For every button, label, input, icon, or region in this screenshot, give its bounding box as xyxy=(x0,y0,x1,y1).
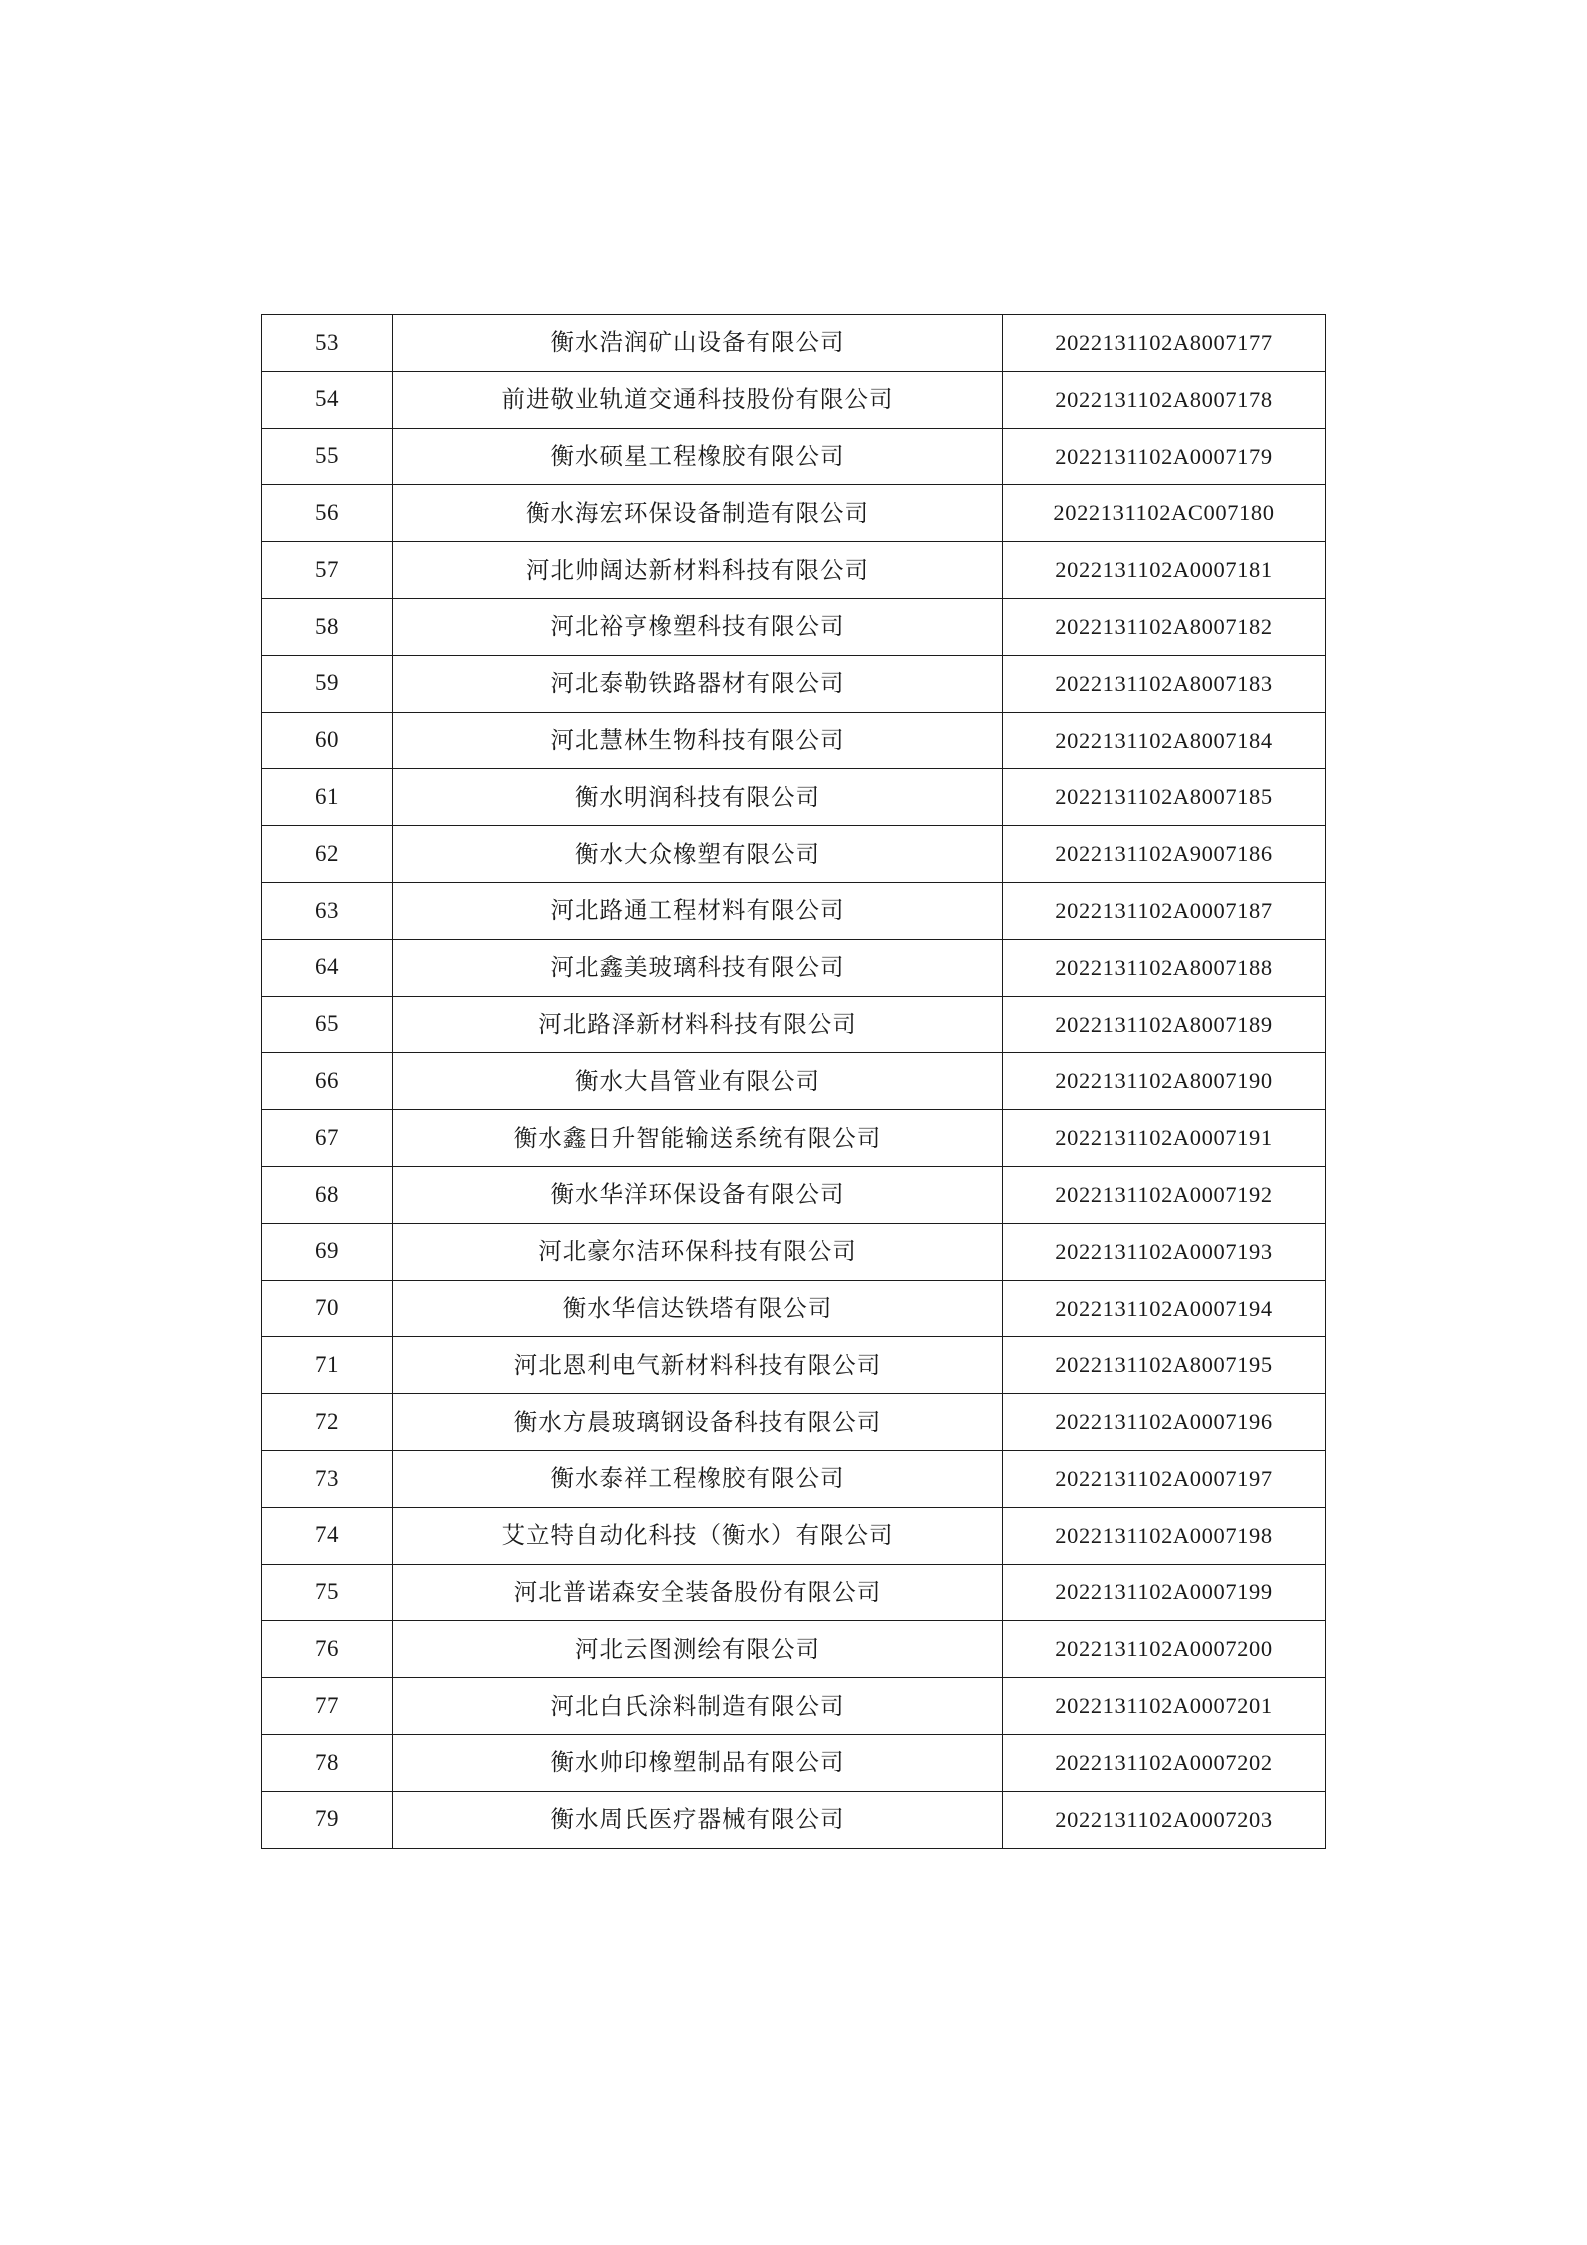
cell-registration-code: 2022131102A0007196 xyxy=(1003,1394,1326,1451)
cell-company-name: 河北帅阔达新材料科技有限公司 xyxy=(393,542,1003,599)
cell-registration-code: 2022131102A0007197 xyxy=(1003,1450,1326,1507)
cell-company-name: 河北慧林生物科技有限公司 xyxy=(393,712,1003,769)
cell-company-name: 河北鑫美玻璃科技有限公司 xyxy=(393,939,1003,996)
cell-company-name: 衡水明润科技有限公司 xyxy=(393,769,1003,826)
cell-registration-code: 2022131102A0007203 xyxy=(1003,1791,1326,1848)
cell-company-name: 衡水泰祥工程橡胶有限公司 xyxy=(393,1450,1003,1507)
cell-index: 63 xyxy=(262,882,393,939)
cell-company-name: 河北恩利电气新材料科技有限公司 xyxy=(393,1337,1003,1394)
cell-registration-code: 2022131102A8007177 xyxy=(1003,315,1326,372)
table-row xyxy=(262,1394,1326,1451)
cell-index: 70 xyxy=(262,1280,393,1337)
table-row xyxy=(262,598,1326,655)
cell-registration-code: 2022131102A0007193 xyxy=(1003,1223,1326,1280)
cell-company-name: 艾立特自动化科技（衡水）有限公司 xyxy=(393,1507,1003,1564)
table-row xyxy=(262,939,1326,996)
cell-index: 55 xyxy=(262,428,393,485)
cell-company-name: 衡水海宏环保设备制造有限公司 xyxy=(393,485,1003,542)
table-row xyxy=(262,996,1326,1053)
cell-company-name: 衡水浩润矿山设备有限公司 xyxy=(393,315,1003,372)
table-row xyxy=(262,1734,1326,1791)
table-row xyxy=(262,769,1326,826)
cell-index: 67 xyxy=(262,1110,393,1167)
cell-company-name: 河北路通工程材料有限公司 xyxy=(393,882,1003,939)
table-row xyxy=(262,1280,1326,1337)
table-row xyxy=(262,485,1326,542)
cell-registration-code: 2022131102A0007192 xyxy=(1003,1166,1326,1223)
table-row xyxy=(262,1337,1326,1394)
cell-index: 61 xyxy=(262,769,393,826)
cell-company-name: 衡水鑫日升智能输送系统有限公司 xyxy=(393,1110,1003,1167)
cell-registration-code: 2022131102A0007200 xyxy=(1003,1621,1326,1678)
cell-company-name: 河北裕亨橡塑科技有限公司 xyxy=(393,598,1003,655)
cell-company-name: 衡水帅印橡塑制品有限公司 xyxy=(393,1734,1003,1791)
cell-index: 54 xyxy=(262,371,393,428)
cell-index: 58 xyxy=(262,598,393,655)
cell-index: 78 xyxy=(262,1734,393,1791)
cell-index: 59 xyxy=(262,655,393,712)
cell-index: 64 xyxy=(262,939,393,996)
cell-index: 72 xyxy=(262,1394,393,1451)
table-row xyxy=(262,826,1326,883)
cell-registration-code: 2022131102A0007201 xyxy=(1003,1678,1326,1735)
cell-company-name: 衡水华洋环保设备有限公司 xyxy=(393,1166,1003,1223)
cell-index: 66 xyxy=(262,1053,393,1110)
table-row xyxy=(262,1507,1326,1564)
cell-registration-code: 2022131102A0007194 xyxy=(1003,1280,1326,1337)
cell-registration-code: 2022131102A0007199 xyxy=(1003,1564,1326,1621)
cell-registration-code: 2022131102A8007182 xyxy=(1003,598,1326,655)
table-row xyxy=(262,371,1326,428)
cell-registration-code: 2022131102A8007178 xyxy=(1003,371,1326,428)
cell-company-name: 河北路泽新材料科技有限公司 xyxy=(393,996,1003,1053)
cell-index: 57 xyxy=(262,542,393,599)
cell-index: 53 xyxy=(262,315,393,372)
cell-company-name: 衡水周氏医疗器械有限公司 xyxy=(393,1791,1003,1848)
cell-index: 69 xyxy=(262,1223,393,1280)
cell-index: 76 xyxy=(262,1621,393,1678)
cell-index: 79 xyxy=(262,1791,393,1848)
cell-registration-code: 2022131102A8007185 xyxy=(1003,769,1326,826)
cell-company-name: 河北普诺森安全装备股份有限公司 xyxy=(393,1564,1003,1621)
cell-registration-code: 2022131102A8007183 xyxy=(1003,655,1326,712)
cell-registration-code: 2022131102AC007180 xyxy=(1003,485,1326,542)
cell-company-name: 衡水大昌管业有限公司 xyxy=(393,1053,1003,1110)
table-row xyxy=(262,712,1326,769)
table-row xyxy=(262,882,1326,939)
table-row xyxy=(262,428,1326,485)
cell-index: 74 xyxy=(262,1507,393,1564)
cell-registration-code: 2022131102A0007191 xyxy=(1003,1110,1326,1167)
cell-registration-code: 2022131102A0007179 xyxy=(1003,428,1326,485)
cell-registration-code: 2022131102A8007189 xyxy=(1003,996,1326,1053)
cell-company-name: 衡水华信达铁塔有限公司 xyxy=(393,1280,1003,1337)
cell-index: 60 xyxy=(262,712,393,769)
table-container xyxy=(261,314,1325,1849)
cell-index: 71 xyxy=(262,1337,393,1394)
table-row xyxy=(262,315,1326,372)
cell-company-name: 河北豪尔洁环保科技有限公司 xyxy=(393,1223,1003,1280)
cell-company-name: 河北白氏涂料制造有限公司 xyxy=(393,1678,1003,1735)
table-row xyxy=(262,1223,1326,1280)
table-row xyxy=(262,1166,1326,1223)
table-body xyxy=(262,315,1326,1849)
table-row xyxy=(262,1791,1326,1848)
cell-company-name: 衡水方晨玻璃钢设备科技有限公司 xyxy=(393,1394,1003,1451)
cell-index: 77 xyxy=(262,1678,393,1735)
cell-company-name: 河北泰勒铁路器材有限公司 xyxy=(393,655,1003,712)
cell-registration-code: 2022131102A8007195 xyxy=(1003,1337,1326,1394)
table-row xyxy=(262,542,1326,599)
table-row xyxy=(262,1621,1326,1678)
cell-registration-code: 2022131102A0007181 xyxy=(1003,542,1326,599)
cell-company-name: 衡水硕星工程橡胶有限公司 xyxy=(393,428,1003,485)
table-row xyxy=(262,1564,1326,1621)
cell-registration-code: 2022131102A9007186 xyxy=(1003,826,1326,883)
table-row xyxy=(262,1678,1326,1735)
table-row xyxy=(262,655,1326,712)
cell-index: 65 xyxy=(262,996,393,1053)
cell-index: 62 xyxy=(262,826,393,883)
table-row xyxy=(262,1053,1326,1110)
cell-registration-code: 2022131102A8007188 xyxy=(1003,939,1326,996)
cell-index: 75 xyxy=(262,1564,393,1621)
cell-index: 73 xyxy=(262,1450,393,1507)
cell-index: 56 xyxy=(262,485,393,542)
cell-company-name: 前进敬业轨道交通科技股份有限公司 xyxy=(393,371,1003,428)
cell-company-name: 衡水大众橡塑有限公司 xyxy=(393,826,1003,883)
table-row xyxy=(262,1450,1326,1507)
table-row xyxy=(262,1110,1326,1167)
cell-company-name: 河北云图测绘有限公司 xyxy=(393,1621,1003,1678)
cell-registration-code: 2022131102A0007187 xyxy=(1003,882,1326,939)
cell-registration-code: 2022131102A0007198 xyxy=(1003,1507,1326,1564)
cell-registration-code: 2022131102A0007202 xyxy=(1003,1734,1326,1791)
company-listing-table xyxy=(261,314,1326,1849)
cell-index: 68 xyxy=(262,1166,393,1223)
cell-registration-code: 2022131102A8007190 xyxy=(1003,1053,1326,1110)
cell-registration-code: 2022131102A8007184 xyxy=(1003,712,1326,769)
